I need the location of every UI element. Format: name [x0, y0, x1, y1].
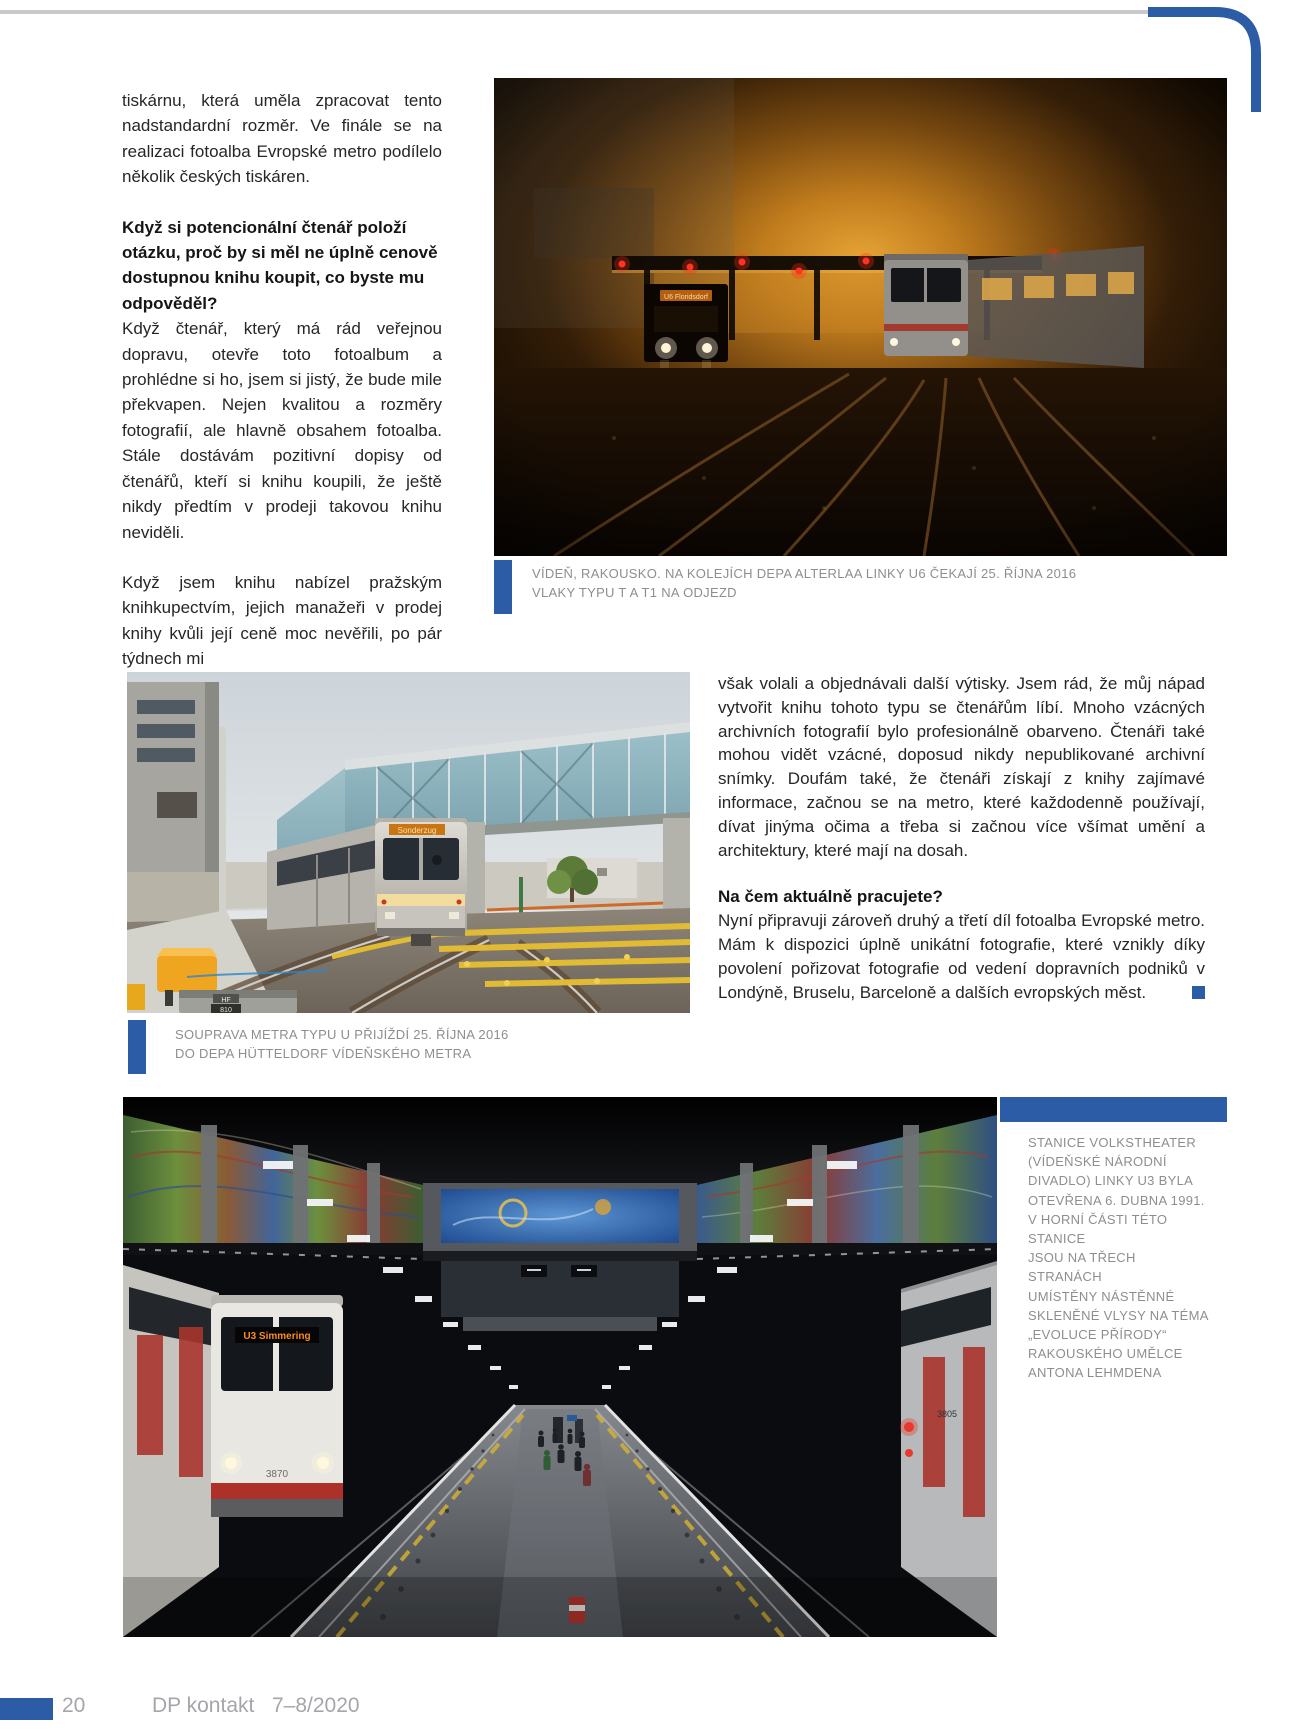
caption-line: UMÍSTĚNY NÁSTĚNNÉ [1028, 1288, 1175, 1304]
photo-depot-huetteldorf [127, 672, 690, 1013]
page-number: 20 [62, 1694, 86, 1717]
paragraph: Když jsem knihu nabízel pražským knihkupectvím, jejich manažeři v prodej knihy kvůli její ceně moc nevěřili, po pár týdnech mi [122, 572, 442, 669]
equipment-label-top: HF [221, 997, 231, 1004]
sunlit-band [377, 894, 465, 906]
top-rule [0, 10, 1150, 14]
left-text-column [122, 88, 442, 672]
red-door [963, 1347, 985, 1517]
caption-top-photo [532, 565, 1192, 602]
paragraph: tiskárnu, která uměla zpracovat tento nadstandardní rozměr. Ve finále se na realizaci fotoalba Evropské metro podílelo několik českých tiskáren. [122, 91, 442, 187]
caption-line: DO DEPA HÜTTELDORF VÍDEŇSKÉHO METRA [175, 1045, 472, 1061]
magazine-name: DP kontakt [152, 1694, 255, 1717]
equipment-box [179, 990, 297, 1013]
caption-line: „EVOLUCE PŘÍRODY“ [1028, 1327, 1167, 1343]
red-door [923, 1357, 945, 1487]
driver-silhouette [432, 855, 442, 865]
red-door [179, 1327, 203, 1477]
headlight [317, 1457, 329, 1469]
caption-line: V HORNÍ ČÁSTI TÉTO STANICE [1028, 1211, 1168, 1247]
headlight [225, 1457, 237, 1469]
night-depot-illustration [494, 78, 1227, 556]
end-of-article-mark [1192, 986, 1205, 999]
caption-line: OTEVŘENA 6. DUBNA 1991. [1028, 1192, 1205, 1208]
interview-question: Na čem aktuálně pracujete? [718, 887, 943, 907]
bottom-accent-bar [1000, 1097, 1227, 1122]
paragraph [718, 909, 1205, 1004]
caption-line: VLAKY TYPU T A T1 NA ODJEZD [532, 584, 737, 600]
caption-line: SOUPRAVA METRA TYPU U PŘIJÍŽDÍ 25. ŘÍJNA 2016 [175, 1027, 509, 1042]
glass-mural-center-blue [441, 1189, 679, 1243]
tail-light [905, 1449, 913, 1457]
paragraph: však volali a objednávali další výtisky. Jsem rád, že můj nápad vytvořit knihu tohoto typu se čtenářům líbí. Mnoho vzácných archivních fotografií bylo profesionálně obarveno. Čtenáři také mohou vidět vzácné, doposud nikdy nepublikované archivní snímky. Doufám také, že čtenáři získají z knihy zajímavé informace, začnou se na metro, které každodenně používají, dívat jinýma očima a třeba si začnou více všímat umění a architektury, které mají na dosah. [718, 674, 1205, 860]
car-number: 3805 [936, 1409, 958, 1419]
tail-light [904, 1422, 914, 1432]
red-door [137, 1335, 163, 1455]
paragraph: Když čtenář, který má rád veřejnou dopravu, otevře toto fotoalbum a prohlédne si ho, jsem si jistý, že bude mile překvapen. Nejen kvalitou a rozměry fotografií, ale hlavně obsahem fotoalba. Stále dostávám pozitivní dopisy od čtenářů, kteří si knihu koupili, že ještě nikdy předtím v prodeji takovou knihu neviděli. [122, 319, 442, 542]
caption-line: ANTONA LEHMDENA [1028, 1365, 1162, 1381]
red-band [211, 1483, 343, 1499]
caption-middle-photo [175, 1026, 655, 1063]
caption-line: RAKOUSKÉHO UMĚLCE [1028, 1346, 1183, 1362]
footer-accent-bar [0, 1698, 53, 1720]
caption-bottom-photo [1028, 1133, 1213, 1383]
right-text-column [718, 672, 1205, 1004]
station-illustration [123, 1097, 997, 1637]
caption-line: STANICE VOLKSTHEATER [1028, 1135, 1197, 1150]
caption-line: DIVADLO) LINKY U3 BYLA [1028, 1173, 1194, 1189]
day-depot-illustration [127, 672, 690, 1013]
caption-marker [494, 560, 512, 614]
caption-line: JSOU NA TŘECH STRANÁCH [1028, 1250, 1136, 1285]
caption-line: (VÍDEŇSKÉ NÁRODNÍ [1028, 1154, 1167, 1170]
interview-question: Když si potencionální čtenář položí otázku, proč by si měl ne úplně cenově dostupnou knihu koupit, co byste mu odpověděl? [122, 217, 438, 313]
paragraph-text: Nyní připravuji zároveň druhý a třetí díl fotoalba Evropské metro. Mám k dispozici úplně unikátní fotografie, které vznikly díky povolení pořizovat fotografie od vedení dopravních podniků v Londýně, Bruselu, Barceloně a dalších evropských měst. [718, 911, 1205, 1002]
photo-night-depot-alterlaa [494, 78, 1227, 556]
equipment-label-bottom: 810 [220, 1007, 232, 1013]
car-number: 3870 [265, 1469, 289, 1480]
mezzanine [441, 1261, 679, 1317]
destination-display-text: Sonderzug [397, 826, 437, 835]
issue-number: 7–8/2020 [272, 1694, 360, 1717]
caption-line: SKLENĚNÉ VLYSY NA TÉMA [1028, 1307, 1209, 1323]
coupler [411, 934, 431, 946]
caption-line: VÍDEŇ, RAKOUSKO. NA KOLEJÍCH DEPA ALTERLAA LINKY U6 ČEKAJÍ 25. ŘÍJNA 2016 [532, 566, 1077, 581]
led-display-text: U3 Simmering [243, 1331, 311, 1342]
caption-marker [128, 1020, 146, 1074]
photo-volkstheater-station [123, 1097, 997, 1637]
